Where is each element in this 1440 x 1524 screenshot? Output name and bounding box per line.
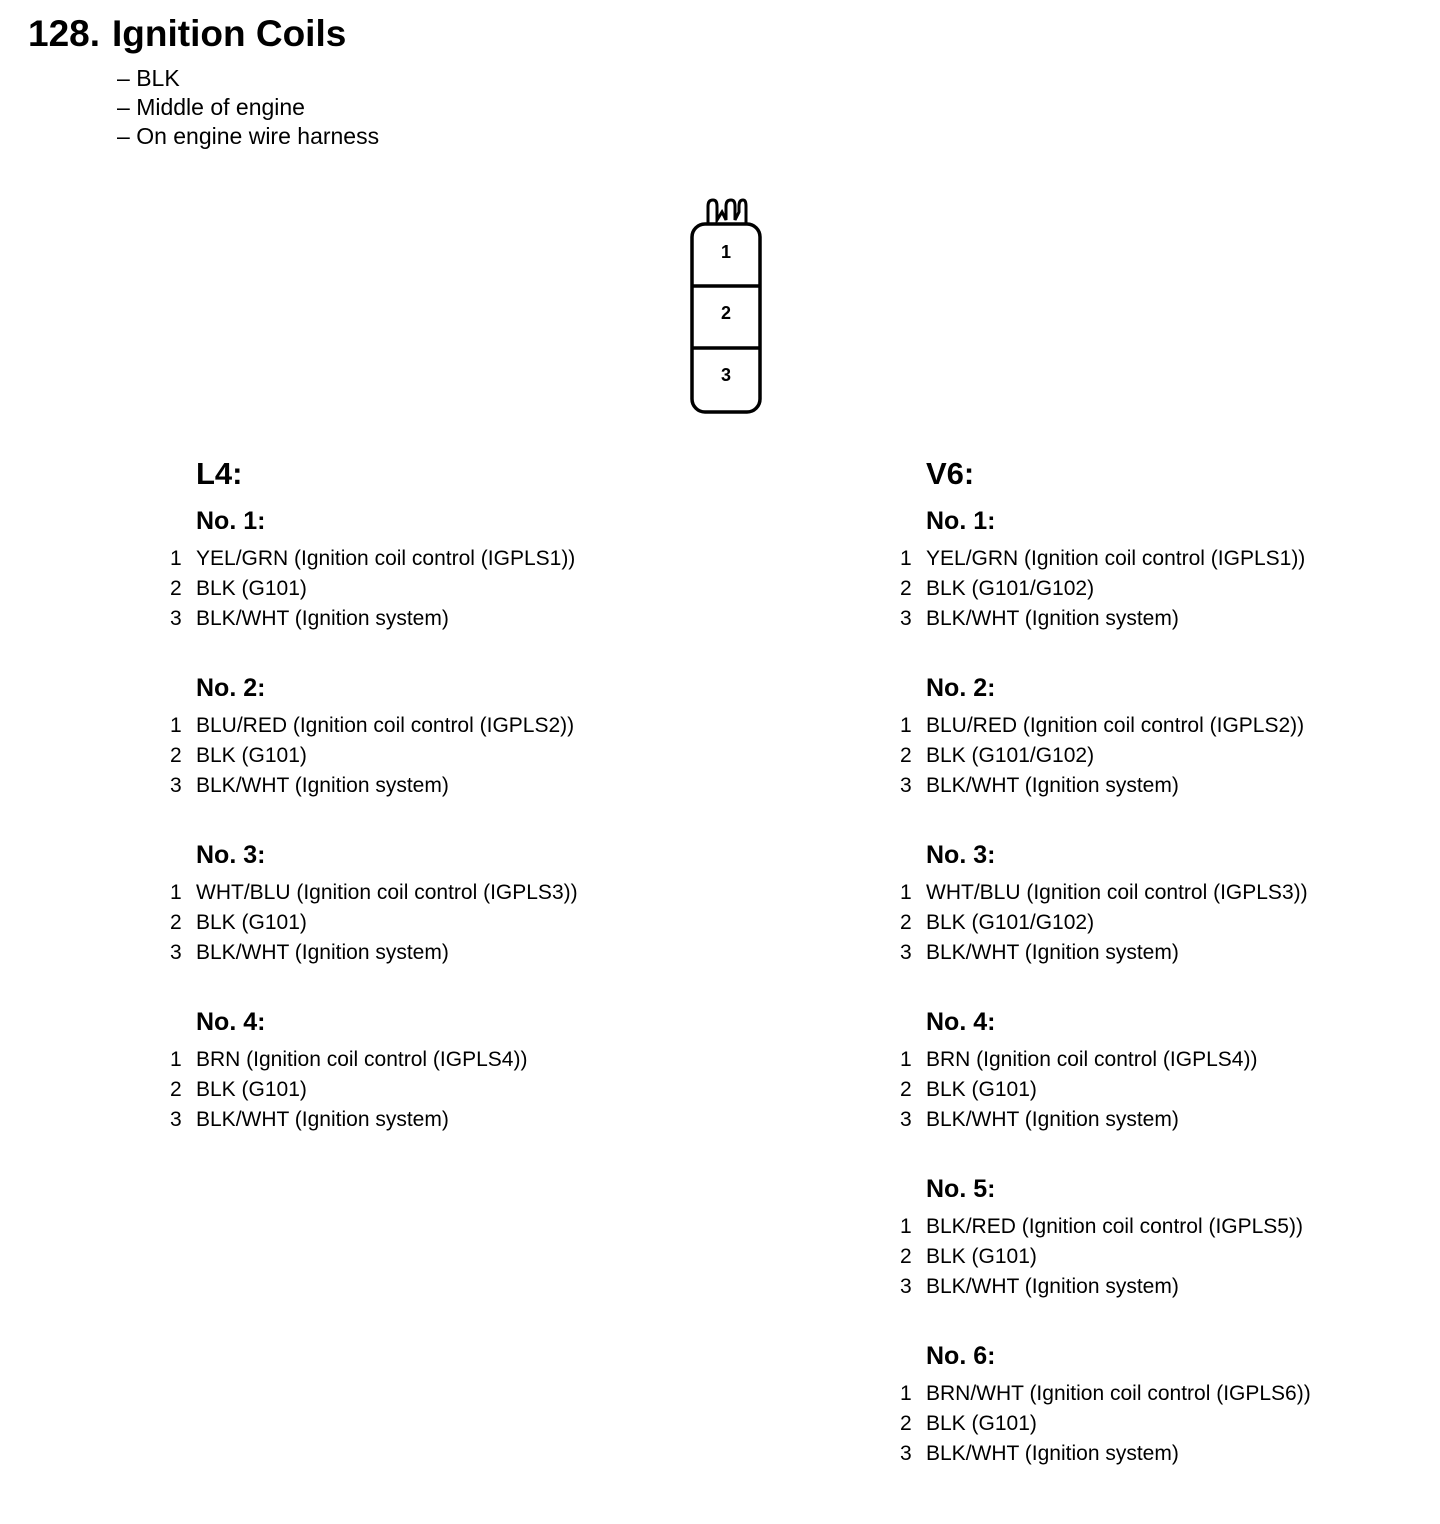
pin-number: 2 — [900, 744, 912, 767]
pin-number: 1 — [900, 881, 912, 904]
pin-row — [170, 771, 578, 801]
coil-block — [170, 504, 578, 663]
l4-column — [170, 452, 578, 1164]
pin-number: 1 — [170, 881, 182, 904]
pin-number: 3 — [900, 1442, 912, 1465]
pin-number: 1 — [900, 714, 912, 737]
pin-row — [170, 1045, 578, 1075]
pin-number: 3 — [170, 607, 182, 630]
page-title — [28, 12, 346, 56]
pin-row — [900, 771, 1311, 801]
coil-heading: No. 2: — [196, 674, 266, 702]
section-title: Ignition Coils — [112, 13, 347, 54]
connector-diagram — [686, 192, 766, 422]
cavity-label: 2 — [720, 303, 732, 323]
pin-description: BLK (G101/G102) — [926, 911, 1095, 934]
pin-number: 2 — [900, 1078, 912, 1101]
pin-row — [900, 1272, 1311, 1302]
pin-number: 2 — [170, 1078, 182, 1101]
coil-heading: No. 4: — [926, 1008, 996, 1036]
pin-number: 3 — [900, 1108, 912, 1131]
pin-row — [170, 908, 578, 938]
coil-heading: No. 6: — [926, 1342, 996, 1370]
v6-column — [900, 452, 1311, 1498]
coil-heading: No. 3: — [926, 841, 996, 869]
pin-number: 1 — [900, 1382, 912, 1405]
pin-row — [170, 711, 578, 741]
engine-heading: L4: — [196, 456, 243, 491]
cavity-label: 3 — [720, 365, 732, 385]
pin-description: BLK/WHT (Ignition system) — [926, 941, 1179, 964]
pin-description: BLK (G101/G102) — [926, 744, 1095, 767]
coil-block — [900, 1005, 1311, 1164]
pin-description: YEL/GRN (Ignition coil control (IGPLS1)) — [926, 547, 1306, 570]
pin-row — [900, 878, 1311, 908]
pin-number: 2 — [170, 744, 182, 767]
coil-block — [170, 1005, 578, 1164]
pin-row — [170, 878, 578, 908]
pin-row — [170, 1075, 578, 1105]
pin-description: BLK/WHT (Ignition system) — [196, 774, 449, 797]
pin-row — [170, 574, 578, 604]
engine-heading: V6: — [926, 456, 975, 491]
pin-description: BLK (G101/G102) — [926, 577, 1095, 600]
coil-block — [900, 504, 1311, 663]
pin-description: BLK (G101) — [926, 1245, 1037, 1268]
pin-row — [900, 711, 1311, 741]
pin-number: 3 — [900, 774, 912, 797]
pin-number: 3 — [900, 1275, 912, 1298]
pin-number: 3 — [170, 1108, 182, 1131]
connector-notes — [117, 64, 379, 151]
pin-description: BRN (Ignition coil control (IGPLS4)) — [926, 1048, 1258, 1071]
pin-row — [900, 1242, 1311, 1272]
pin-description: BLK/WHT (Ignition system) — [926, 1442, 1179, 1465]
pin-row — [900, 1045, 1311, 1075]
pin-description: BRN (Ignition coil control (IGPLS4)) — [196, 1048, 528, 1071]
pin-row — [900, 1212, 1311, 1242]
pin-row — [900, 908, 1311, 938]
pin-row — [900, 1075, 1311, 1105]
pin-description: BLK/WHT (Ignition system) — [196, 607, 449, 630]
coil-block — [900, 671, 1311, 830]
pin-number: 3 — [900, 607, 912, 630]
pin-description: BLK/RED (Ignition coil control (IGPLS5)) — [926, 1215, 1303, 1238]
pin-number: 1 — [900, 547, 912, 570]
coil-heading: No. 1: — [196, 507, 266, 535]
pin-row — [900, 1379, 1311, 1409]
pin-description: BLK/WHT (Ignition system) — [926, 774, 1179, 797]
pin-description: BLK/WHT (Ignition system) — [926, 607, 1179, 630]
coil-block — [900, 1172, 1311, 1331]
coil-heading: No. 3: — [196, 841, 266, 869]
pin-row — [900, 544, 1311, 574]
pin-description: YEL/GRN (Ignition coil control (IGPLS1)) — [196, 547, 576, 570]
coil-block — [170, 671, 578, 830]
pin-description: WHT/BLU (Ignition coil control (IGPLS3)) — [196, 881, 578, 904]
coil-block — [170, 838, 578, 997]
pin-description: WHT/BLU (Ignition coil control (IGPLS3)) — [926, 881, 1308, 904]
pin-description: BRN/WHT (Ignition coil control (IGPLS6)) — [926, 1382, 1311, 1405]
coil-heading: No. 2: — [926, 674, 996, 702]
pin-number: 3 — [170, 774, 182, 797]
pin-row — [900, 741, 1311, 771]
pin-description: BLK (G101) — [926, 1412, 1037, 1435]
coil-heading: No. 4: — [196, 1008, 266, 1036]
note-harness: – On engine wire harness — [117, 122, 379, 151]
pin-number: 1 — [900, 1048, 912, 1071]
pin-number: 3 — [170, 941, 182, 964]
pin-row — [900, 938, 1311, 968]
coil-block — [900, 838, 1311, 997]
pin-description: BLK (G101) — [926, 1078, 1037, 1101]
pin-row — [900, 1409, 1311, 1439]
note-location: – Middle of engine — [117, 93, 379, 122]
pin-number: 2 — [900, 911, 912, 934]
pin-number: 2 — [900, 1245, 912, 1268]
pin-row — [900, 574, 1311, 604]
note-color: – BLK — [117, 64, 379, 93]
pin-number: 3 — [900, 941, 912, 964]
pin-description: BLK (G101) — [196, 1078, 307, 1101]
pin-row — [170, 604, 578, 634]
pin-number: 1 — [170, 714, 182, 737]
pin-description: BLU/RED (Ignition coil control (IGPLS2)) — [926, 714, 1305, 737]
cavity-label: 1 — [720, 242, 732, 262]
pin-row — [900, 1105, 1311, 1135]
coil-heading: No. 1: — [926, 507, 996, 535]
pin-number: 1 — [170, 1048, 182, 1071]
coil-block — [900, 1339, 1311, 1498]
pin-description: BLK (G101) — [196, 577, 307, 600]
pin-number: 2 — [900, 1412, 912, 1435]
pin-description: BLK/WHT (Ignition system) — [926, 1108, 1179, 1131]
pin-description: BLU/RED (Ignition coil control (IGPLS2)) — [196, 714, 575, 737]
pin-description: BLK/WHT (Ignition system) — [196, 941, 449, 964]
pin-row — [170, 741, 578, 771]
pin-description: BLK/WHT (Ignition system) — [196, 1108, 449, 1131]
pin-row — [170, 938, 578, 968]
pin-number: 2 — [170, 911, 182, 934]
pin-description: BLK/WHT (Ignition system) — [926, 1275, 1179, 1298]
pin-number: 1 — [170, 547, 182, 570]
pin-number: 2 — [170, 577, 182, 600]
pin-row — [170, 1105, 578, 1135]
pin-number: 1 — [900, 1215, 912, 1238]
section-number: 128. — [28, 13, 101, 54]
pin-row — [900, 604, 1311, 634]
pin-number: 2 — [900, 577, 912, 600]
connector-latch — [708, 200, 746, 224]
pin-row — [900, 1439, 1311, 1469]
pin-description: BLK (G101) — [196, 911, 307, 934]
pin-row — [170, 544, 578, 574]
coil-heading: No. 5: — [926, 1175, 996, 1203]
pin-description: BLK (G101) — [196, 744, 307, 767]
